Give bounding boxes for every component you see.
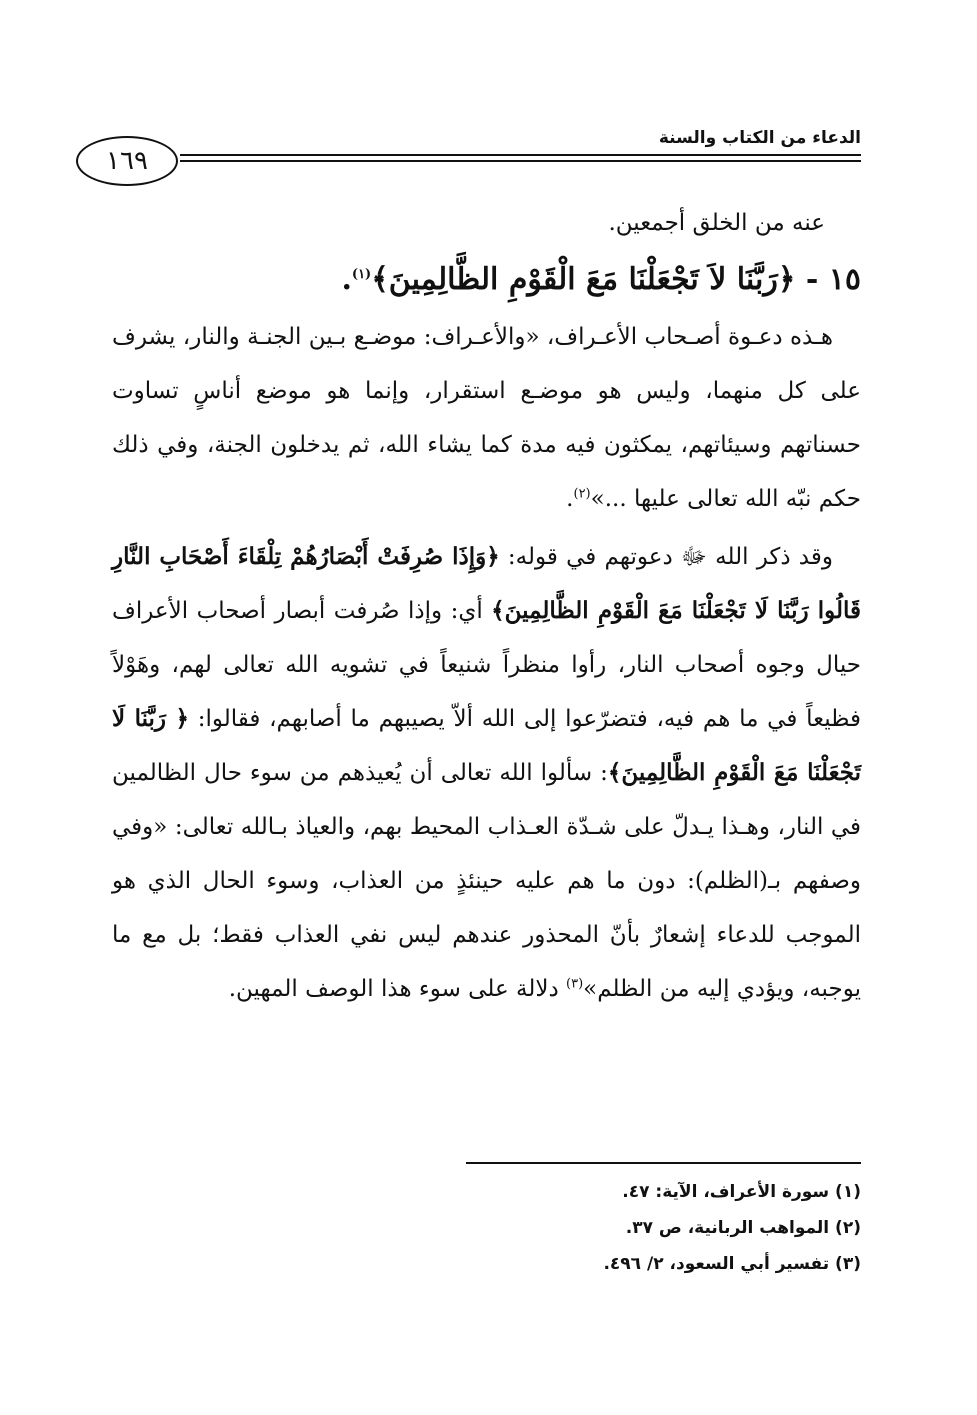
header-rule <box>180 160 861 162</box>
running-title: الدعاء من الكتاب والسنة <box>658 128 861 148</box>
running-header <box>120 128 861 168</box>
paragraph-2-text: دلالة على سوء هذا الوصف المهين. <box>228 976 567 1002</box>
footnotes <box>466 1162 861 1282</box>
footnote: (٣) تفسير أبي السعود، ٢/ ٤٩٦. <box>603 1254 861 1274</box>
footnote-marker: (٢) <box>573 486 591 502</box>
section-heading: ١٥ - ﴿رَبَّنَا لاَ تَجْعَلْنَا مَعَ الْقَوْمِ الظَّالِمِينَ﴾$^{(١)}$. <box>341 262 861 297</box>
footnote: (١) سورة الأعراف، الآية: ٤٧. <box>622 1182 861 1202</box>
paragraph-1: هـذه دعـوة أصـحاب الأعـراف، «والأعـراف: موضـع بـين الجنـة والنار، يشرف على كل منهما، وليس هو موضـع استقرار، وإنما هو موضع أناسٍ تساوت حسناتهم وسيئاتهم، يمكثون فيه مدة كما يشاء الله، ثم يدخلون الجنة، وفي ذلك حكم نبّه الله تعالى عليها ...»$^{(٢)}$. <box>112 324 861 512</box>
heading-verse: ﴿رَبَّنَا لاَ تَجْعَلْنَا مَعَ الْقَوْمِ الظَّالِمِينَ﴾ <box>371 262 796 297</box>
page-number: ١٦٩ <box>76 136 178 186</box>
quran-verse: ﴿وَإِذَا صُرِفَتْ أَبْصَارُهُمْ تِلْقَاءَ أَصْحَابِ النَّارِ قَالُوا رَبَّنَا لَا تَجْعَلْنَا مَعَ الْقَوْمِ الظَّالِمِينَ﴾ <box>112 543 861 624</box>
intro-line <box>112 196 861 250</box>
paragraph-2-text: : سألوا الله تعالى أن يُعيذهم من سوء حال الظالمين في النار، وهـذا يـدلّ على شـدّة العـذاب المحيط بهم، والعياذ بـالله تعالى: «وفي وصفهم بـ(الظلم): دون ما هم عليه حينئذٍ من العذاب، وسوء الحال الذي هو الموجب للدعاء إشعارٌ بأنّ المحذور عندهم ليس نفي العذاب فقط؛ بل مع ما يوجبه، ويؤدي إليه من الظلم» <box>112 760 861 1002</box>
main-text <box>112 196 861 1016</box>
paragraph-2 <box>112 530 861 1016</box>
footnote-marker: (٣) <box>566 976 584 992</box>
header-rule <box>180 154 861 156</box>
paragraph-2-text: أي: وإذا صُرفت أبصار أصحاب الأعراف حيال وجوه أصحاب النار، رأوا منظراً شنيعاً في تشويه الله تعالى لهم، وهَوْلاً فظيعاً في ما هم فيه، فتضرّعوا إلى الله ألاّ يصيبهم ما أصابهم، فقالوا: <box>112 598 861 732</box>
footnote-marker: (١) <box>351 267 372 282</box>
intro-text: عنه من الخلق أجمعين. <box>608 210 825 236</box>
paragraph-2-text: وقد ذكر الله ﷻ دعوتهم في قوله: <box>499 544 833 570</box>
footnote: (٢) المواهب الربانية، ص ٣٧. <box>625 1218 861 1238</box>
quran-verse: ﴿ رَبَّنَا لَا تَجْعَلْنَا مَعَ الْقَوْمِ الظَّالِمِينَ﴾ <box>112 705 861 786</box>
paragraph-1-text: هـذه دعـوة أصـحاب الأعـراف، «والأعـراف: موضـع بـين الجنـة والنار، يشرف على كل منهما، وليس هو موضـع استقرار، وإنما هو موضع أناسٍ تساوت حسناتهم وسيئاتهم، يمكثون فيه مدة كما يشاء الله، ثم يدخلون الجنة، وفي ذلك حكم نبّه الله تعالى عليها ...» <box>112 324 861 512</box>
heading-number: ١٥ - <box>805 262 861 297</box>
